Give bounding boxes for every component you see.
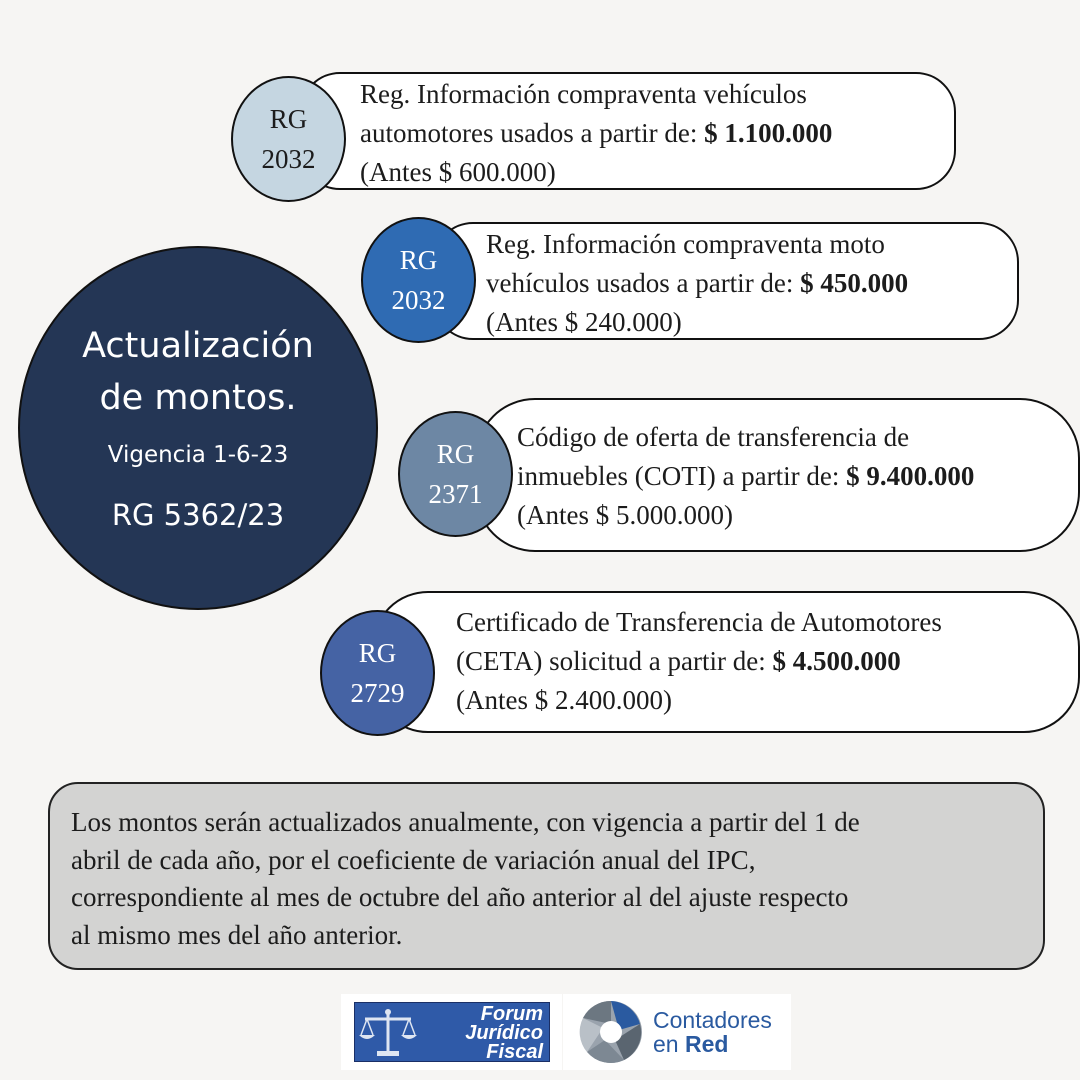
info-card-4 bbox=[372, 591, 1080, 733]
card-line: Reg. Información compraventa vehículos bbox=[360, 79, 807, 109]
note-line: abril de cada año, por el coeficiente de variación anual del IPC, bbox=[71, 844, 756, 875]
card-line: automotores usados a partir de: $ 1.100.000 bbox=[360, 118, 833, 148]
update-note bbox=[48, 782, 1045, 970]
info-card-2 bbox=[433, 222, 1019, 340]
page-title bbox=[20, 320, 376, 424]
title-line-1: Actualización bbox=[82, 326, 314, 366]
rg-label: RG 5362/23 bbox=[111, 498, 285, 532]
logo-text: Contadores bbox=[653, 1007, 772, 1033]
card-line: (CETA) solicitud a partir de: $ 4.500.000 bbox=[456, 646, 901, 676]
note-line: Los montos serán actualizados anualmente, con vigencia a partir del 1 de bbox=[71, 807, 860, 837]
card-line: Código de oferta de transferencia de bbox=[517, 422, 910, 452]
info-card-1 bbox=[300, 72, 956, 190]
logo-text: Forum bbox=[480, 1003, 543, 1025]
card-line-previous: (Antes $ 600.000) bbox=[360, 157, 556, 187]
note-line: al mismo mes del año anterior. bbox=[71, 919, 403, 950]
contadores-en-red-logo bbox=[563, 994, 791, 1070]
card-line-previous: (Antes $ 5.000.000) bbox=[517, 500, 733, 530]
logo-text: Jurídico bbox=[465, 1022, 543, 1044]
rg-badge-1: RG 2032 bbox=[231, 76, 346, 202]
logo-text: en Red bbox=[653, 1031, 729, 1057]
amount: $ 4.500.000 bbox=[772, 646, 901, 676]
scales-of-justice-icon bbox=[357, 1007, 419, 1059]
card-line: vehículos usados a partir de: $ 450.000 bbox=[486, 268, 909, 298]
vigencia-label: Vigencia 1-6-23 bbox=[107, 442, 289, 468]
info-card-3 bbox=[475, 398, 1080, 552]
logo-text: Fiscal bbox=[486, 1041, 543, 1063]
card-line: Reg. Información compraventa moto bbox=[486, 229, 885, 259]
forum-juridico-fiscal-logo bbox=[341, 994, 562, 1070]
card-line: inmuebles (COTI) a partir de: $ 9.400.000 bbox=[517, 461, 975, 491]
amount: $ 1.100.000 bbox=[704, 118, 833, 148]
rg-badge-3: RG 2371 bbox=[398, 411, 513, 537]
card-line-previous: (Antes $ 240.000) bbox=[486, 307, 682, 337]
note-line: correspondiente al mes de octubre del año anterior al del ajuste respecto bbox=[71, 882, 849, 912]
amount: $ 9.400.000 bbox=[846, 461, 975, 491]
amount: $ 450.000 bbox=[800, 268, 909, 298]
title-circle bbox=[18, 246, 378, 610]
rg-badge-2: RG 2032 bbox=[361, 217, 476, 343]
camera-aperture-icon bbox=[579, 1000, 643, 1064]
card-line-previous: (Antes $ 2.400.000) bbox=[456, 685, 672, 715]
card-line: Certificado de Transferencia de Automotores bbox=[456, 607, 942, 637]
title-line-2: de montos. bbox=[99, 378, 297, 418]
rg-badge-4: RG 2729 bbox=[320, 610, 435, 736]
